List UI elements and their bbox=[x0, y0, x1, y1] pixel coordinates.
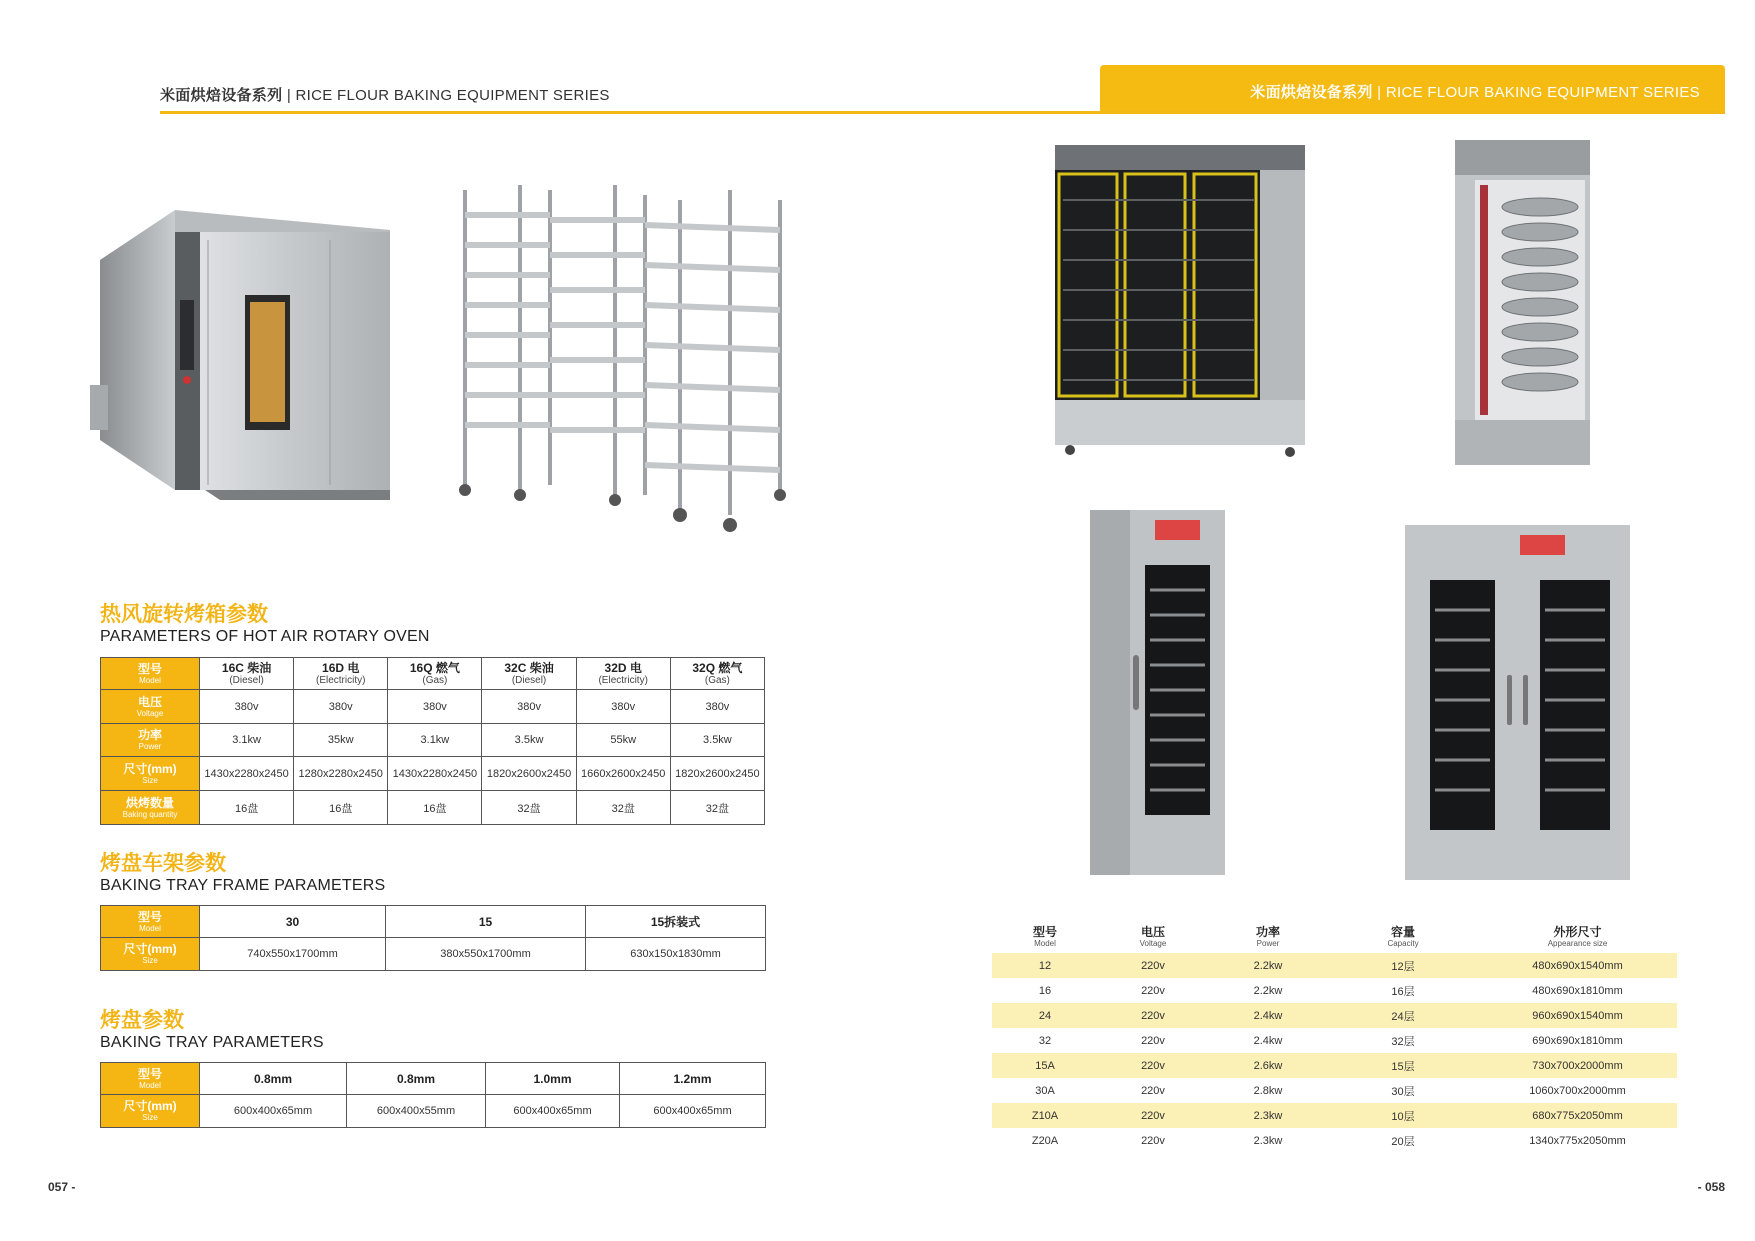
frame-model-cell bbox=[386, 906, 586, 938]
row-label-zh: 尺寸(mm) bbox=[123, 942, 177, 956]
table-cell: 24 bbox=[1038, 1009, 1052, 1022]
table-cell: 2.8kw bbox=[1253, 1084, 1283, 1097]
proofer-header-model bbox=[992, 925, 1098, 953]
glass-door-proofer-single-image bbox=[1440, 135, 1600, 485]
proofer-header-size bbox=[1478, 925, 1677, 953]
table-cell: 3.1kw bbox=[200, 724, 294, 757]
row-label-zh: 尺寸(mm) bbox=[123, 761, 177, 776]
oven-model-label-zh: 型号 bbox=[137, 661, 162, 676]
table-cell: 380v bbox=[200, 690, 294, 724]
oven-model-cell bbox=[294, 658, 388, 690]
proofer-single-door-image bbox=[1075, 505, 1235, 890]
header-zh: 外形尺寸 bbox=[1553, 925, 1602, 939]
tray-model-cell bbox=[200, 1063, 347, 1095]
table-cell: 32盘 bbox=[670, 791, 764, 825]
proofer-table-header bbox=[992, 925, 1677, 953]
table-cell: 600x400x55mm bbox=[347, 1095, 486, 1128]
table-cell: 3.5kw bbox=[670, 724, 764, 757]
table-cell: 24层 bbox=[1391, 1010, 1415, 1023]
frame-model-row bbox=[101, 906, 766, 938]
frame-model-text: 30 bbox=[285, 914, 300, 929]
header-en: Voltage bbox=[1139, 939, 1167, 948]
table-cell: 30层 bbox=[1391, 1085, 1415, 1098]
table-cell: 16盘 bbox=[200, 791, 294, 825]
table-cell: 220v bbox=[1141, 1059, 1165, 1072]
table-cell: 32 bbox=[1038, 1034, 1052, 1047]
table-cell: 630x150x1830mm bbox=[586, 938, 766, 971]
tray-model-cell bbox=[620, 1063, 766, 1095]
table-cell: 32盘 bbox=[482, 791, 576, 825]
row-label-en: Power bbox=[138, 742, 162, 751]
table-cell: 380v bbox=[670, 690, 764, 724]
table-cell: 12 bbox=[1038, 959, 1052, 972]
table-cell: 3.1kw bbox=[388, 724, 482, 757]
table-cell: 1340x775x2050mm bbox=[1529, 1134, 1626, 1147]
table-cell: 12层 bbox=[1391, 960, 1415, 973]
header-en: Appearance size bbox=[1547, 939, 1608, 948]
table-cell: 480x690x1810mm bbox=[1532, 984, 1623, 997]
table-cell: 2.4kw bbox=[1253, 1009, 1283, 1022]
oven-section-title bbox=[100, 603, 430, 647]
tray-model-cell bbox=[347, 1063, 486, 1095]
tray-params-table bbox=[100, 1062, 766, 1128]
row-label-zh: 型号 bbox=[137, 909, 162, 924]
row-label-en: Voltage bbox=[136, 708, 164, 718]
oven-model-en: (Electricity) bbox=[598, 674, 648, 686]
table-cell: 600x400x65mm bbox=[200, 1095, 347, 1128]
right-header-underline bbox=[1095, 111, 1725, 114]
tray-model-row bbox=[101, 1063, 766, 1095]
oven-model-zh: 16Q 燃气 bbox=[409, 660, 460, 675]
table-cell: 2.6kw bbox=[1253, 1059, 1283, 1072]
proofer-header-capacity bbox=[1328, 925, 1478, 953]
frame-size-row bbox=[101, 938, 766, 971]
tray-model-text: 0.8mm bbox=[396, 1071, 436, 1086]
table-cell: 600x400x65mm bbox=[486, 1095, 620, 1128]
oven-model-cell bbox=[670, 658, 764, 690]
table-cell: 2.3kw bbox=[1253, 1134, 1283, 1147]
table-cell: 220v bbox=[1141, 1034, 1165, 1047]
table-cell: 1430x2280x2450 bbox=[200, 757, 294, 791]
table-row bbox=[992, 953, 1677, 978]
table-cell: 380v bbox=[294, 690, 388, 724]
oven-model-en: (Diesel) bbox=[511, 674, 547, 686]
header-zh: 功率 bbox=[1255, 925, 1280, 939]
tray-title-en: BAKING TRAY PARAMETERS bbox=[100, 1034, 324, 1051]
table-cell: 2.2kw bbox=[1253, 959, 1283, 972]
table-cell: 30A bbox=[1035, 1084, 1055, 1097]
oven-model-en: (Electricity) bbox=[316, 674, 366, 686]
oven-capacity-row bbox=[101, 791, 765, 825]
header-en: Capacity bbox=[1387, 939, 1419, 948]
right-header-en: RICE FLOUR BAKING EQUIPMENT SERIES bbox=[1385, 84, 1700, 101]
frame-model-text: 15拆装式 bbox=[650, 914, 701, 929]
header-zh: 容量 bbox=[1390, 925, 1415, 939]
glass-door-proofer-double-image bbox=[1045, 140, 1310, 460]
proofer-header-voltage bbox=[1098, 925, 1208, 953]
tray-title-zh: 烤盘参数 bbox=[100, 1009, 184, 1032]
oven-model-zh: 32Q 燃气 bbox=[692, 660, 743, 675]
table-cell: 1060x700x2000mm bbox=[1529, 1084, 1626, 1097]
oven-model-cell bbox=[388, 658, 482, 690]
row-label-zh: 尺寸(mm) bbox=[123, 1099, 177, 1113]
oven-size-label bbox=[101, 757, 200, 791]
table-cell: 16盘 bbox=[388, 791, 482, 825]
table-cell: 16 bbox=[1038, 984, 1052, 997]
table-cell: 380v bbox=[482, 690, 576, 724]
table-row bbox=[992, 1053, 1677, 1078]
table-cell: 15A bbox=[1035, 1059, 1055, 1072]
oven-size-row bbox=[101, 757, 765, 791]
table-cell: 690x690x1810mm bbox=[1532, 1034, 1623, 1047]
table-cell: Z20A bbox=[1031, 1134, 1059, 1147]
table-cell: 2.4kw bbox=[1253, 1034, 1283, 1047]
header-en: Power bbox=[1256, 939, 1280, 948]
rotary-oven-image bbox=[90, 200, 400, 520]
table-cell: 16盘 bbox=[294, 791, 388, 825]
oven-model-cell bbox=[482, 658, 576, 690]
table-row bbox=[992, 1003, 1677, 1028]
oven-model-cell bbox=[200, 658, 294, 690]
frame-model-text: 15 bbox=[478, 914, 493, 929]
tray-model-text: 1.0mm bbox=[533, 1071, 572, 1086]
oven-model-zh: 32D 电 bbox=[604, 660, 642, 675]
table-cell: 32盘 bbox=[576, 791, 670, 825]
table-cell: 740x550x1700mm bbox=[200, 938, 386, 971]
proofer-params-table bbox=[992, 925, 1677, 1153]
oven-model-zh: 32C 柴油 bbox=[504, 660, 554, 675]
left-header-en: RICE FLOUR BAKING EQUIPMENT SERIES bbox=[295, 87, 610, 104]
oven-voltage-label bbox=[101, 690, 200, 724]
right-page-header bbox=[1100, 65, 1725, 113]
table-cell: 680x775x2050mm bbox=[1532, 1109, 1623, 1122]
oven-model-row bbox=[101, 658, 765, 690]
table-cell: 220v bbox=[1141, 1009, 1165, 1022]
table-cell: 600x400x65mm bbox=[620, 1095, 766, 1128]
header-zh: 电压 bbox=[1140, 925, 1165, 939]
table-cell: 32层 bbox=[1391, 1035, 1415, 1048]
left-header-separator: | bbox=[286, 87, 292, 104]
page-number-left: 057 - bbox=[48, 1180, 76, 1194]
oven-model-label bbox=[101, 658, 200, 690]
table-cell: 380x550x1700mm bbox=[386, 938, 586, 971]
row-label-zh: 烘烤数量 bbox=[125, 795, 174, 810]
table-row bbox=[992, 1128, 1677, 1153]
table-cell: 20层 bbox=[1391, 1135, 1415, 1148]
table-row bbox=[992, 1103, 1677, 1128]
left-page-header bbox=[160, 78, 1100, 114]
table-cell: 1820x2600x2450 bbox=[482, 757, 576, 791]
row-label-en: Model bbox=[139, 1080, 161, 1090]
table-cell: 220v bbox=[1141, 1134, 1165, 1147]
row-label-en: Size bbox=[142, 1113, 158, 1122]
oven-model-cell bbox=[576, 658, 670, 690]
row-label-en: Model bbox=[139, 923, 161, 933]
oven-model-label-en: Model bbox=[139, 675, 161, 685]
table-cell: 15层 bbox=[1391, 1060, 1415, 1073]
tray-size-row bbox=[101, 1095, 766, 1128]
oven-title-en: PARAMETERS OF HOT AIR ROTARY OVEN bbox=[100, 628, 430, 645]
oven-power-label bbox=[101, 724, 200, 757]
table-cell: 220v bbox=[1141, 1109, 1165, 1122]
table-cell: 3.5kw bbox=[482, 724, 576, 757]
table-cell: 220v bbox=[1141, 984, 1165, 997]
table-cell: 730x700x2000mm bbox=[1532, 1059, 1623, 1072]
frame-model-cell bbox=[200, 906, 386, 938]
proofer-double-door-image bbox=[1395, 515, 1635, 895]
table-cell: 35kw bbox=[294, 724, 388, 757]
table-cell: 1430x2280x2450 bbox=[388, 757, 482, 791]
table-row bbox=[992, 1078, 1677, 1103]
table-cell: 16层 bbox=[1391, 985, 1415, 998]
row-label-en: Baking quantity bbox=[122, 809, 178, 819]
oven-model-en: (Gas) bbox=[704, 674, 730, 686]
oven-model-en: (Gas) bbox=[422, 674, 448, 686]
tray-model-text: 1.2mm bbox=[673, 1071, 712, 1086]
tray-section-title bbox=[100, 1009, 324, 1053]
frame-model-cell bbox=[586, 906, 766, 938]
proofer-header-power bbox=[1208, 925, 1328, 953]
frame-title-zh: 烤盘车架参数 bbox=[100, 852, 226, 875]
left-header-text bbox=[160, 84, 610, 105]
table-row bbox=[992, 978, 1677, 1003]
header-en: Model bbox=[1034, 939, 1056, 948]
row-label-zh: 电压 bbox=[137, 694, 162, 709]
tray-size-label bbox=[101, 1095, 200, 1128]
table-cell: 2.3kw bbox=[1253, 1109, 1283, 1122]
frame-title-en: BAKING TRAY FRAME PARAMETERS bbox=[100, 877, 386, 894]
page-number-right: - 058 bbox=[1697, 1180, 1725, 1194]
tray-trolleys-image bbox=[450, 180, 790, 535]
table-cell: 380v bbox=[576, 690, 670, 724]
left-header-zh: 米面烘焙设备系列 bbox=[160, 87, 283, 104]
table-cell: 1280x2280x2450 bbox=[294, 757, 388, 791]
tray-model-cell bbox=[486, 1063, 620, 1095]
frame-size-label bbox=[101, 938, 200, 971]
table-cell: 220v bbox=[1141, 1084, 1165, 1097]
table-cell: 480x690x1540mm bbox=[1532, 959, 1623, 972]
table-cell: 10层 bbox=[1391, 1110, 1415, 1123]
frame-section-title bbox=[100, 852, 385, 896]
header-zh: 型号 bbox=[1032, 925, 1057, 939]
tray-model-label bbox=[101, 1063, 200, 1095]
oven-model-en: (Diesel) bbox=[229, 674, 264, 686]
oven-capacity-label bbox=[101, 791, 200, 825]
row-label-en: Size bbox=[142, 956, 158, 965]
frame-params-table bbox=[100, 905, 766, 971]
table-cell: 220v bbox=[1141, 959, 1165, 972]
oven-power-row bbox=[101, 724, 765, 757]
table-cell: 55kw bbox=[576, 724, 670, 757]
right-header-zh: 米面烘焙设备系列 bbox=[1250, 84, 1373, 101]
right-header-separator: | bbox=[1377, 84, 1382, 101]
tray-model-text: 0.8mm bbox=[253, 1071, 293, 1086]
right-header-text bbox=[1250, 81, 1700, 102]
oven-voltage-row bbox=[101, 690, 765, 724]
oven-model-zh: 16D 电 bbox=[322, 660, 360, 675]
table-cell: 1660x2600x2450 bbox=[576, 757, 670, 791]
row-label-zh: 型号 bbox=[137, 1066, 162, 1081]
table-row bbox=[992, 1028, 1677, 1053]
oven-title-zh: 热风旋转烤箱参数 bbox=[100, 603, 268, 626]
table-cell: 380v bbox=[388, 690, 482, 724]
frame-model-label bbox=[101, 906, 200, 938]
row-label-en: Size bbox=[142, 775, 158, 785]
oven-params-table bbox=[100, 657, 765, 825]
table-cell: 1820x2600x2450 bbox=[670, 757, 764, 791]
oven-model-zh: 16C 柴油 bbox=[221, 660, 272, 675]
table-cell: 2.2kw bbox=[1253, 984, 1283, 997]
table-cell: 960x690x1540mm bbox=[1532, 1009, 1623, 1022]
row-label-zh: 功率 bbox=[137, 728, 162, 742]
table-cell: Z10A bbox=[1031, 1109, 1059, 1122]
